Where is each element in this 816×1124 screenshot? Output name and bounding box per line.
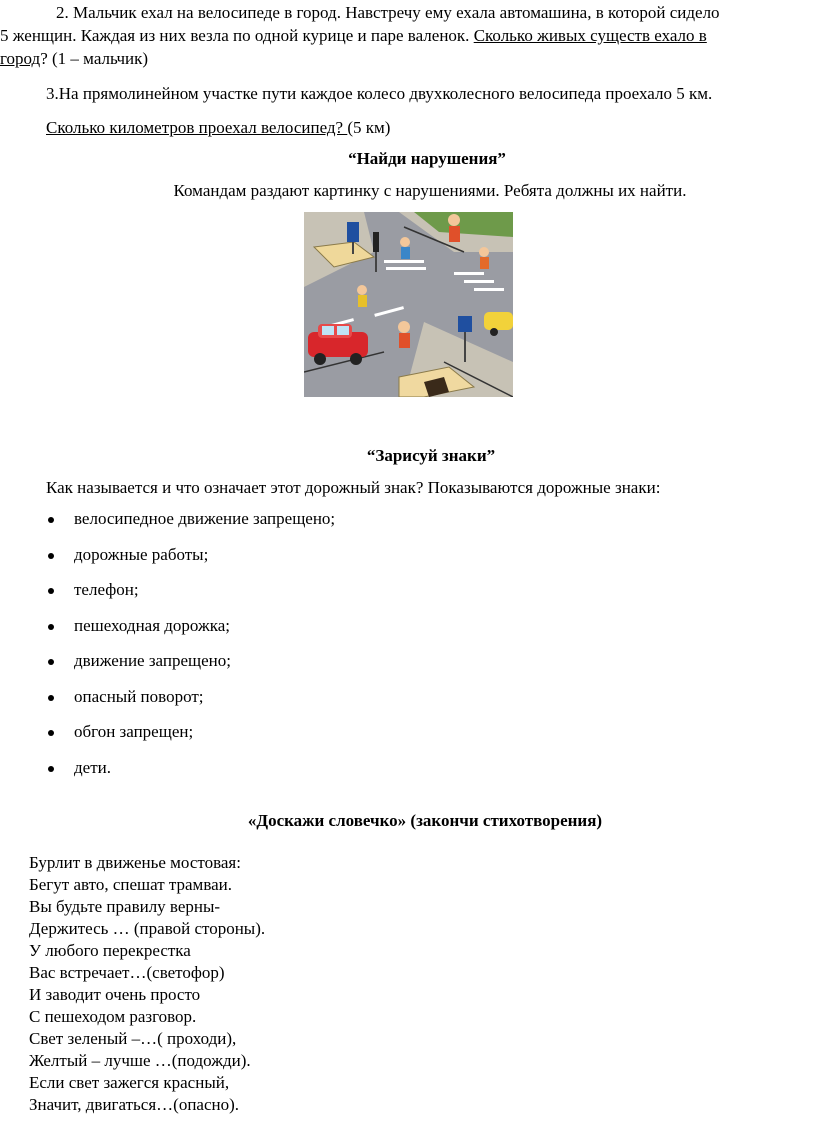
poem-line: Желтый – лучше …(подожди). <box>29 1051 251 1070</box>
poem-lines <box>29 852 265 1116</box>
poem-line: Держитесь … (правой стороны). <box>29 919 266 938</box>
task3-line1: 3.На прямолинейном участке пути каждое колесо двухколесного велосипеда проехало 5 км. <box>46 84 713 103</box>
task3-answer: (5 км) <box>347 118 391 137</box>
list-item: обгон запрещен; <box>46 721 335 757</box>
poem-line: Вас встречает…(светофор) <box>29 963 225 982</box>
task2-question: Сколько живых существ ехало в <box>473 26 707 45</box>
poem-line: Бегут авто, спешат трамваи. <box>29 875 233 894</box>
poem-line: У любого перекрестка <box>29 941 191 960</box>
poem-line: С пешеходом разговор. <box>29 1007 197 1026</box>
task2-line2 <box>0 25 707 47</box>
poem-line: Бурлит в движенье мостовая: <box>29 853 241 872</box>
task2-line1: 2. Мальчик ехал на велосипеде в город. Навстречу ему ехала автомашина, в которой сидело <box>56 3 720 22</box>
list-item: пешеходная дорожка; <box>46 615 335 651</box>
list-item: движение запрещено; <box>46 650 335 686</box>
signs-intro: Как называется и что означает этот дорожный знак? Показываются дорожные знаки: <box>46 478 661 497</box>
task3-line2 <box>46 117 390 139</box>
list-item: дети. <box>46 757 335 793</box>
task2-line2-text: 5 женщин. Каждая из них везла по одной курице и паре валенок. <box>0 26 474 45</box>
poem-line: И заводит очень просто <box>29 985 201 1004</box>
poem-line: Свет зеленый –…( проходи), <box>29 1029 237 1048</box>
list-item: дорожные работы; <box>46 544 335 580</box>
list-item: телефон; <box>46 579 335 615</box>
poem-line: Значит, двигаться…(опасно). <box>29 1095 240 1114</box>
violations-heading: “Найди нарушения” <box>348 149 506 168</box>
task2-question-end: город <box>0 49 41 68</box>
task2-line3 <box>0 48 148 70</box>
poem-heading: «Доскажи словечко» (закончи стихотворения) <box>247 811 603 830</box>
signs-heading: “Зарисуй знаки” <box>366 446 496 465</box>
poem-line: Если свет зажегся красный, <box>29 1073 230 1092</box>
list-item: опасный поворот; <box>46 686 335 722</box>
list-item: велосипедное движение запрещено; <box>46 508 335 544</box>
signs-list <box>46 508 335 792</box>
task2-answer: ? (1 – мальчик) <box>40 49 149 68</box>
violations-text: Командам раздают картинку с нарушениями. Ребята должны их найти. <box>173 181 687 200</box>
traffic-violations-illustration <box>304 212 513 397</box>
task3-question: Сколько километров проехал велосипед? <box>46 118 348 137</box>
poem-line: Вы будьте правилу верны- <box>29 897 221 916</box>
